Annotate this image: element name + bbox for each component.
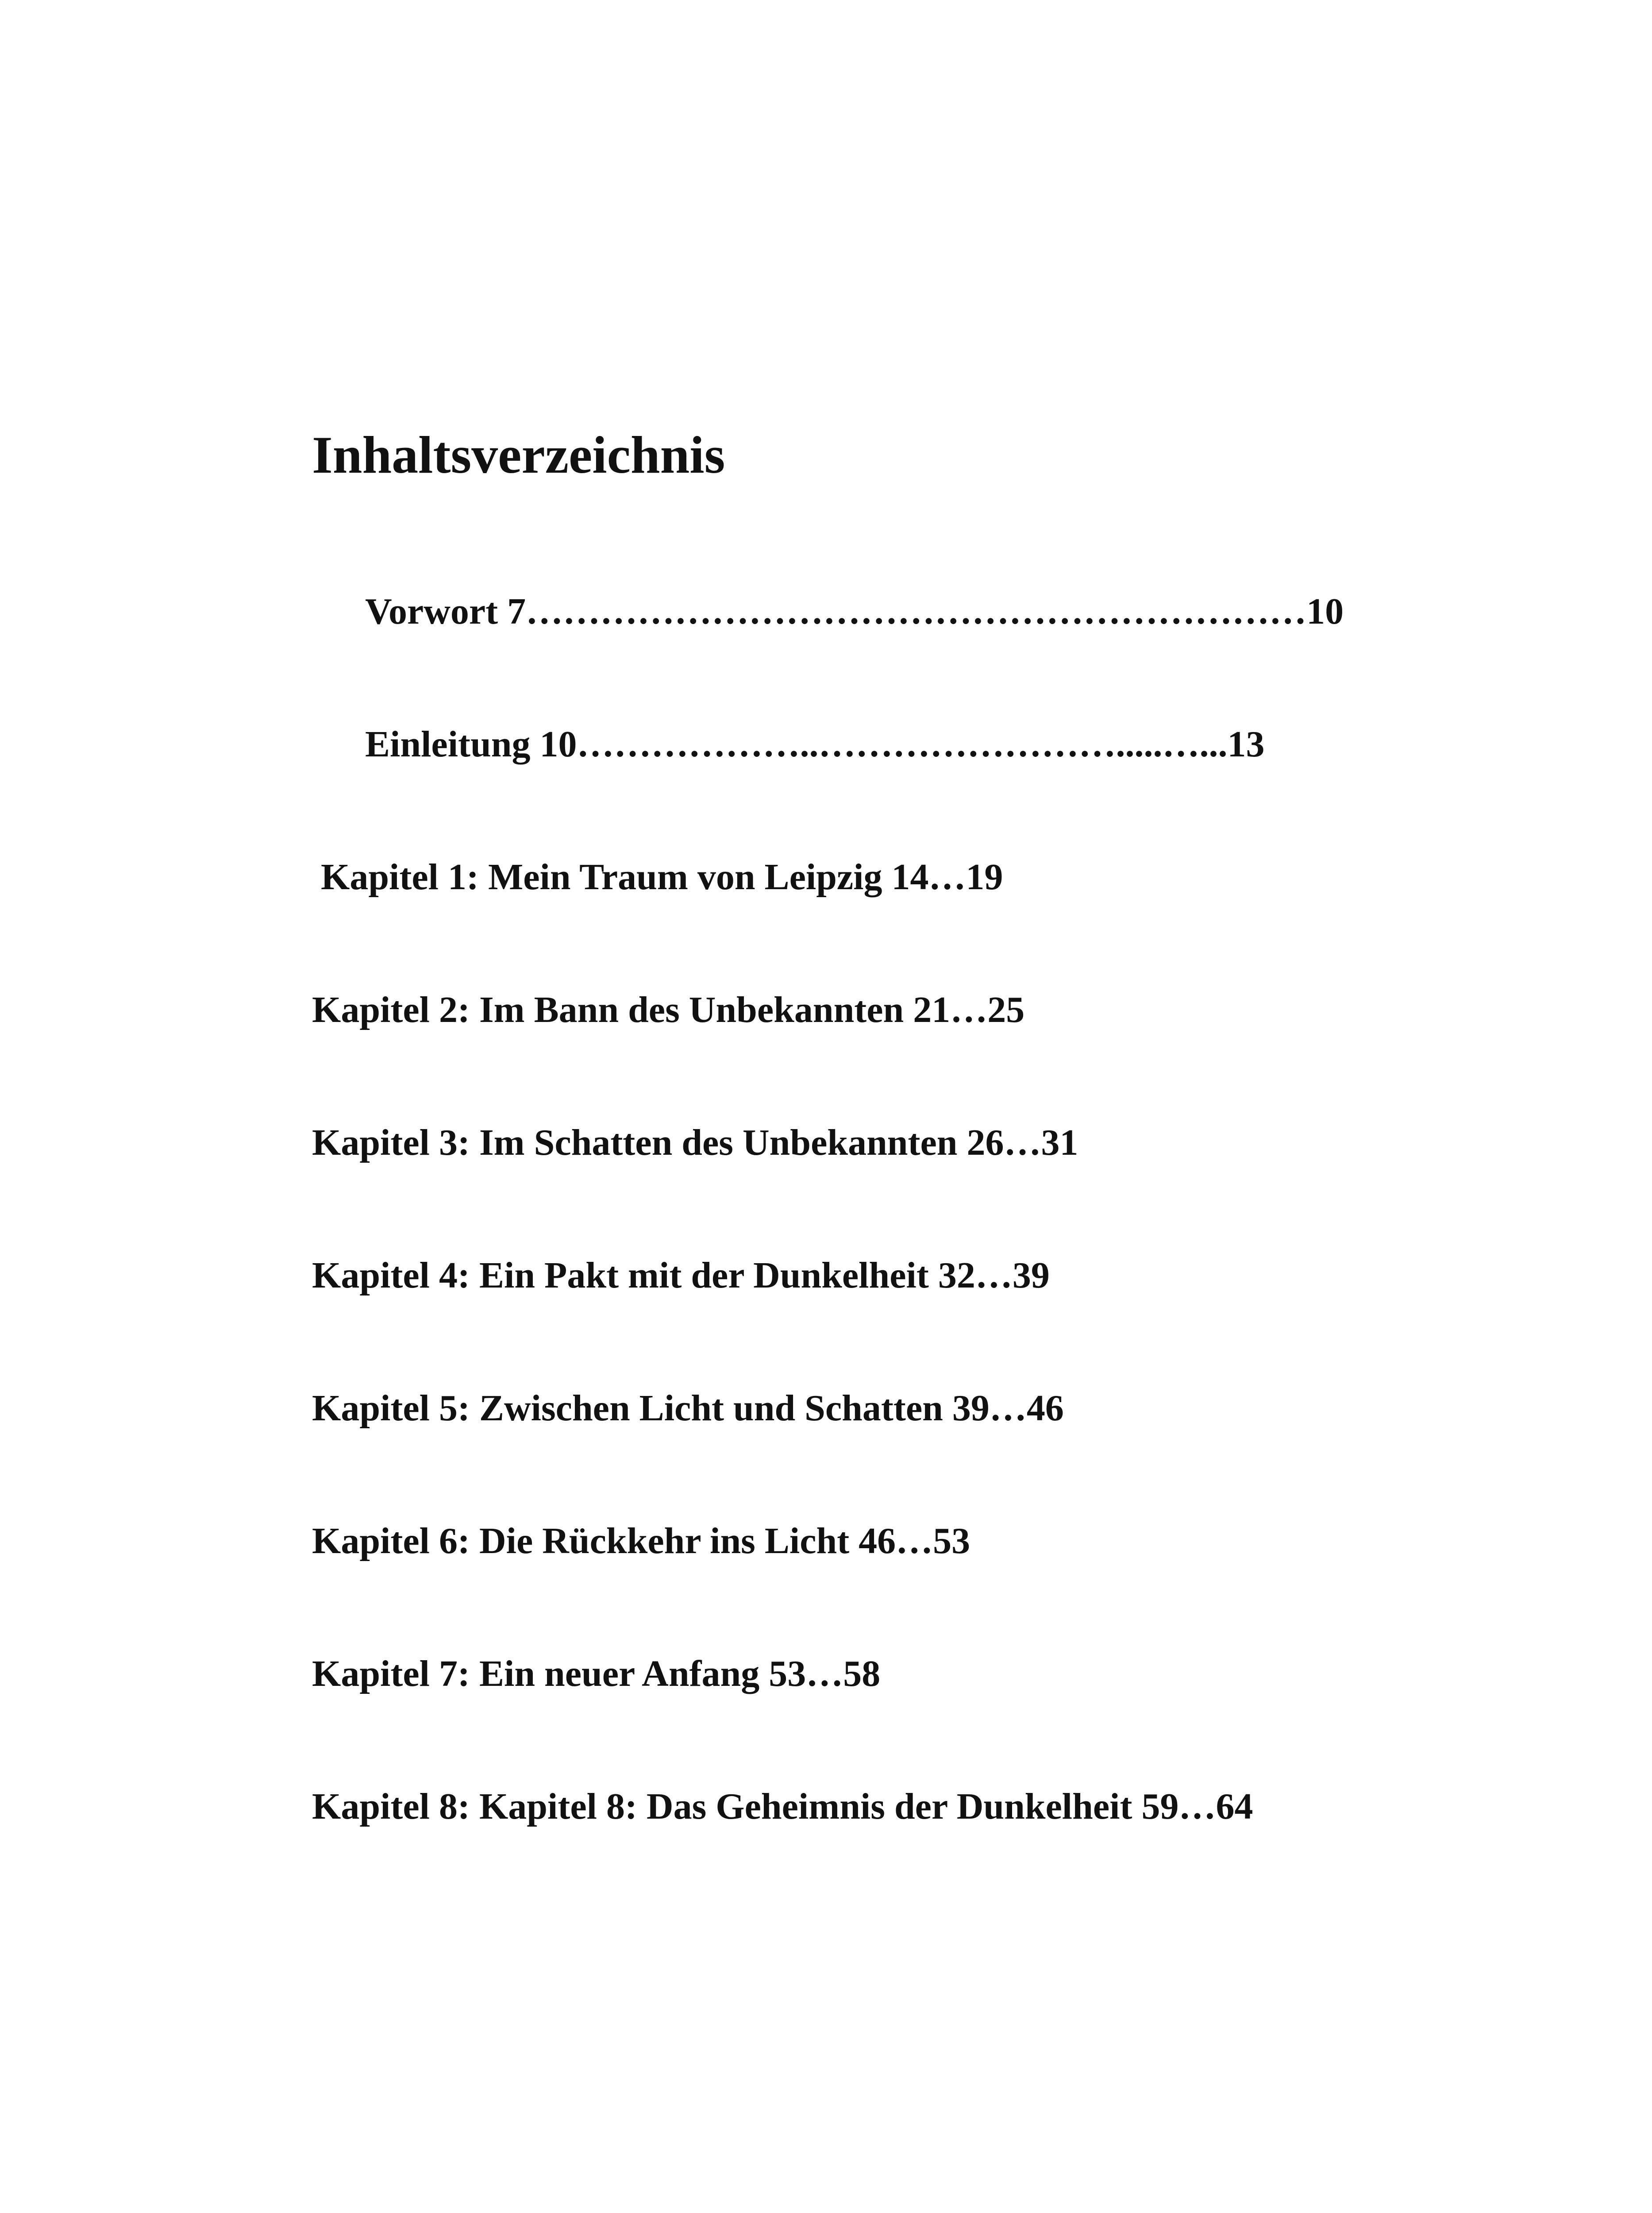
toc-entry-kapitel-7: Kapitel 7: Ein neuer Anfang 53…58 [312,1653,881,1694]
page-title: Inhaltsverzeichnis [312,425,725,484]
toc-entry-kapitel-4: Kapitel 4: Ein Pakt mit der Dunkelheit 32…39 [312,1255,1050,1296]
toc-entry-kapitel-1: Kapitel 1: Mein Traum von Leipzig 14…19 [321,856,1003,898]
toc-entry-kapitel-2: Kapitel 2: Im Bann des Unbekannten 21…25 [312,989,1025,1030]
toc-entry-kapitel-6: Kapitel 6: Die Rückkehr ins Licht 46…53 [312,1520,970,1561]
toc-entry-einleitung: Einleitung 10………………..…………………….....…...13 [365,724,1265,765]
toc-entry-kapitel-5: Kapitel 5: Zwischen Licht und Schatten 39…46 [312,1388,1064,1429]
toc-entry-vorwort: Vorwort 7………………………………………………………10 [365,591,1344,632]
toc-entry-kapitel-3: Kapitel 3: Im Schatten des Unbekannten 26…31 [312,1122,1078,1163]
toc-entry-kapitel-8: Kapitel 8: Kapitel 8: Das Geheimnis der Dunkelheit 59…64 [312,1786,1253,1827]
